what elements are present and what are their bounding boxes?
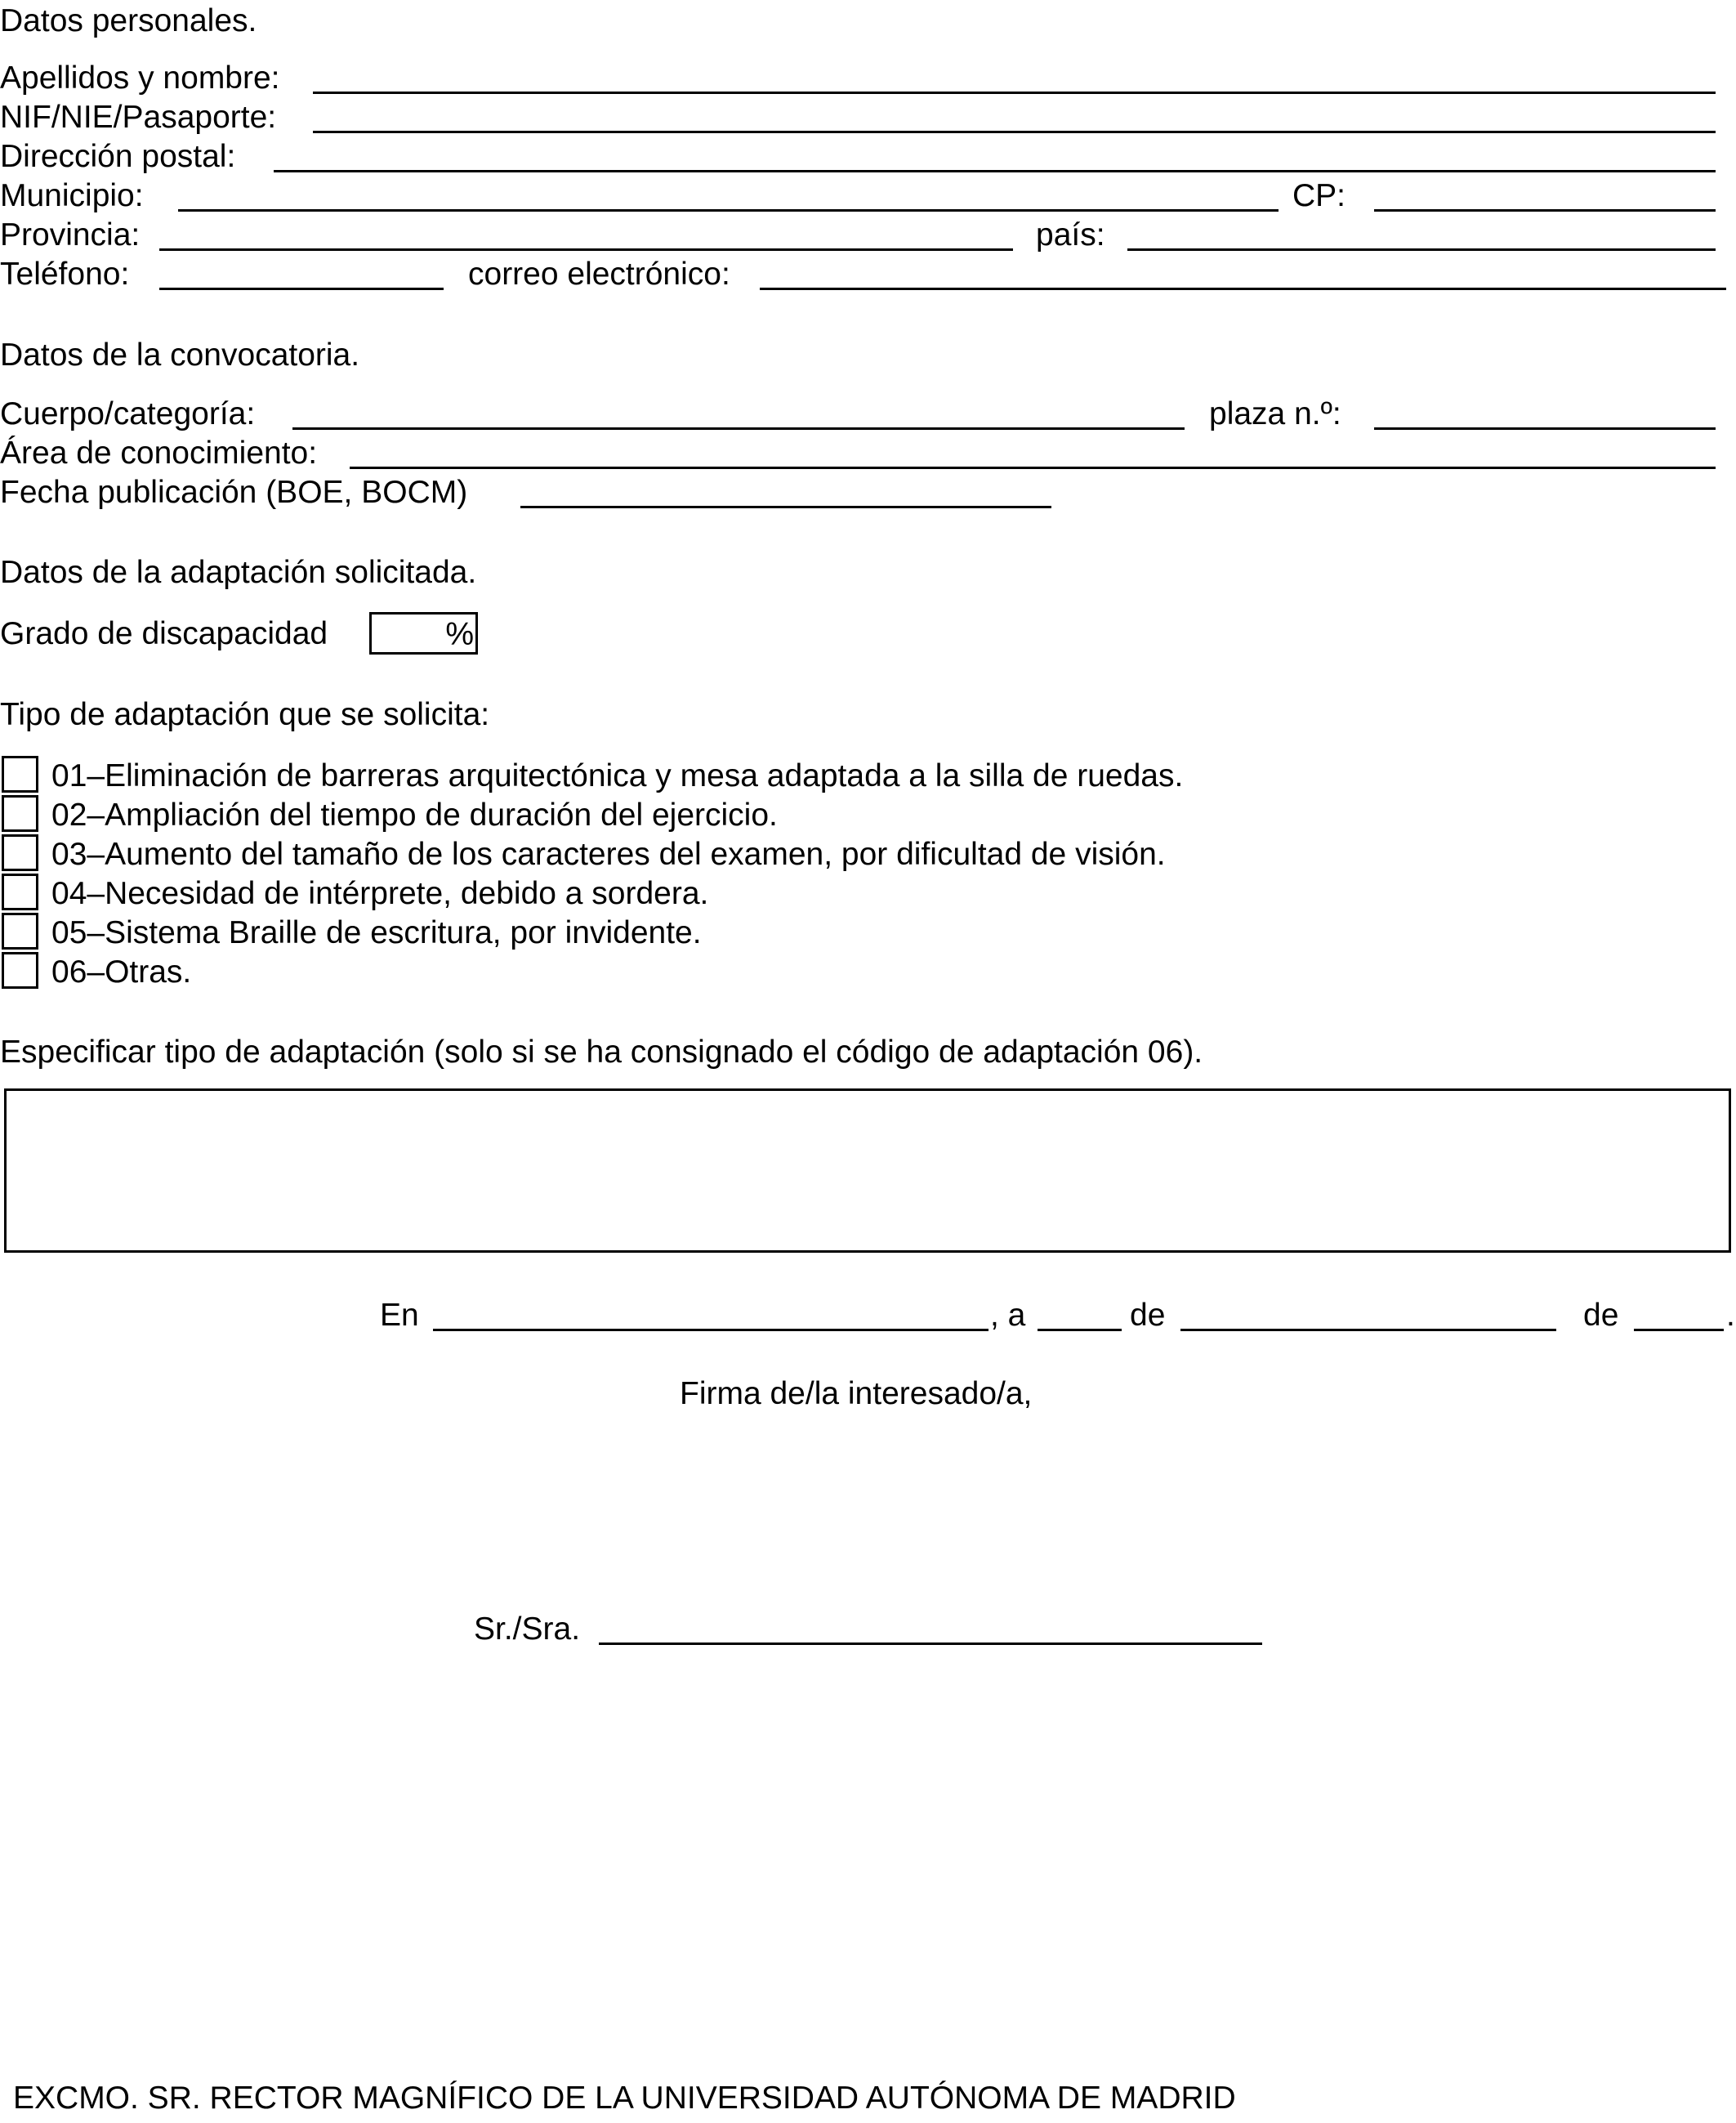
specify-adaptation-label: Especificar tipo de adaptación (solo si se ha consignado el código de adaptación 06). (0, 1035, 1203, 1070)
municipality-label: Municipio: (0, 178, 144, 213)
option-01-label: 01–Eliminación de barreras arquitectónica y mesa adaptada a la silla de ruedas. (51, 758, 1184, 793)
id-field[interactable] (313, 131, 1716, 133)
province-label: Provincia: (0, 217, 141, 253)
phone-label: Teléfono: (0, 257, 130, 292)
body-category-label: Cuerpo/categoría: (0, 396, 256, 431)
email-label: correo electrónico: (468, 257, 730, 292)
adaptation-type-label: Tipo de adaptación que se solicita: (0, 697, 490, 732)
publication-date-field[interactable] (520, 506, 1051, 508)
publication-date-label: Fecha publicación (BOE, BOCM) (0, 475, 468, 510)
address-label: Dirección postal: (0, 139, 236, 174)
option-06-checkbox[interactable] (2, 952, 38, 989)
knowledge-area-field[interactable] (350, 467, 1716, 469)
post-number-field[interactable] (1374, 427, 1716, 430)
disability-degree-label: Grado de discapacidad (0, 616, 328, 651)
option-06-label: 06–Otras. (51, 954, 192, 990)
option-01-checkbox[interactable] (2, 756, 38, 793)
addressee-field[interactable] (599, 1643, 1262, 1645)
option-03-label: 03–Aumento del tamaño de los caracteres del examen, por dificultad de visión. (51, 837, 1166, 872)
id-label: NIF/NIE/Pasaporte: (0, 100, 277, 135)
option-02-label: 02–Ampliación del tiempo de duración del ejercicio. (51, 798, 778, 833)
percent-sign: % (445, 617, 474, 652)
body-category-field[interactable] (292, 427, 1185, 430)
month-field[interactable] (1180, 1329, 1556, 1331)
postal-code-label: CP: (1292, 178, 1346, 213)
country-field[interactable] (1127, 248, 1716, 251)
municipality-field[interactable] (178, 209, 1279, 212)
email-field[interactable] (760, 288, 1726, 290)
year-field[interactable] (1634, 1329, 1724, 1331)
specify-adaptation-textarea[interactable] (4, 1088, 1731, 1253)
postal-code-field[interactable] (1374, 209, 1716, 212)
day-field[interactable] (1038, 1329, 1122, 1331)
option-05-checkbox[interactable] (2, 913, 38, 950)
name-label: Apellidos y nombre: (0, 60, 280, 96)
personal-data-heading: Datos personales. (0, 3, 257, 38)
province-field[interactable] (159, 248, 1013, 251)
country-label: país: (1036, 217, 1105, 253)
date-end-period: . (1726, 1298, 1735, 1333)
name-field[interactable] (313, 92, 1716, 94)
address-field[interactable] (274, 170, 1716, 172)
place-prefix: En (380, 1298, 419, 1333)
option-03-checkbox[interactable] (2, 834, 38, 871)
year-prefix: de (1583, 1298, 1619, 1333)
recipient-footer: EXCMO. SR. RECTOR MAGNÍFICO DE LA UNIVERSIDAD AUTÓNOMA DE MADRID (13, 2081, 1236, 2116)
option-04-label: 04–Necesidad de intérprete, debido a sordera. (51, 876, 709, 911)
knowledge-area-label: Área de conocimiento: (0, 436, 318, 471)
post-number-label: plaza n.º: (1209, 396, 1341, 431)
day-prefix: , a (990, 1298, 1026, 1333)
place-field[interactable] (433, 1329, 988, 1331)
addressee-prefix: Sr./Sra. (474, 1611, 581, 1647)
disability-degree-input[interactable] (369, 612, 478, 655)
adaptation-data-heading: Datos de la adaptación solicitada. (0, 555, 477, 590)
option-04-checkbox[interactable] (2, 874, 38, 910)
option-02-checkbox[interactable] (2, 795, 38, 832)
phone-field[interactable] (159, 288, 444, 290)
month-prefix: de (1130, 1298, 1166, 1333)
option-05-label: 05–Sistema Braille de escritura, por invidente. (51, 915, 702, 950)
call-data-heading: Datos de la convocatoria. (0, 337, 360, 373)
signature-label: Firma de/la interesado/a, (680, 1376, 1033, 1411)
